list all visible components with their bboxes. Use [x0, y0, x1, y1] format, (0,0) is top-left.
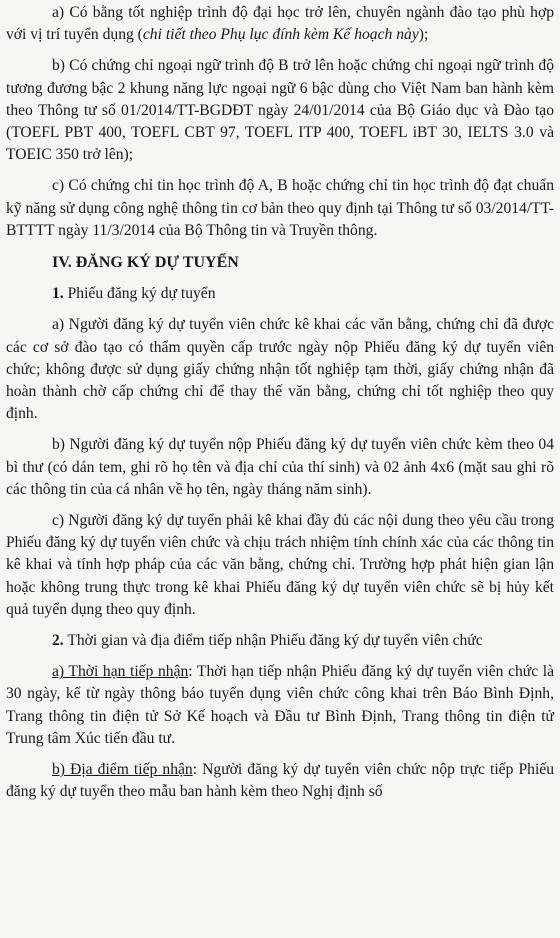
- subsection-heading-2: [6, 630, 554, 652]
- appendix-reference: chi tiết theo Phụ lục đính kèm Kế hoạch này: [142, 26, 419, 44]
- paragraph-2b: [6, 759, 554, 803]
- paragraph-a-degree: [6, 2, 554, 46]
- subsection-heading-1: [6, 283, 554, 305]
- paragraph-label: b) Địa điểm tiếp nhận: [52, 761, 193, 779]
- paragraph-text: );: [418, 26, 429, 44]
- paragraph-text: : Thời hạn tiếp nhận Phiếu đăng ký dự tuyển viên chức là 30 ngày, kể từ ngày thông báo tuyển dụng viên chức công khai trên Báo Bình Định, Trang thông tin điện tử Sở Kế hoạch và Đầu tư Bình Định, Trang thông tin điện tử Trung tâm Xúc tiến đầu tư.: [6, 663, 554, 747]
- paragraph-label: a) Thời hạn tiếp nhận: [52, 663, 189, 681]
- subsection-title: Phiếu đăng ký dự tuyển: [67, 285, 216, 303]
- paragraph-text: : Người đăng ký dự tuyển viên chức nộp trực tiếp Phiếu đăng ký dự tuyển theo mẫu ban hành kèm theo Nghị định số: [6, 761, 554, 801]
- paragraph-2a: [6, 661, 554, 750]
- paragraph-1b: b) Người đăng ký dự tuyển nộp Phiếu đăng ký dự tuyển viên chức kèm theo 04 bì thư (có dán tem, ghi rõ họ tên và địa chỉ của thí sinh) và 02 ảnh 4x6 (mặt sau ghi rõ các thông tin của cá nhân về họ tên, ngày tháng năm sinh).: [6, 436, 554, 498]
- subsection-title: Thời gian và địa điểm tiếp nhận Phiếu đăng ký dự tuyển viên chức: [67, 632, 483, 650]
- paragraph-b-language-certificate: b) Có chứng chỉ ngoại ngữ trình độ B trở lên hoặc chứng chỉ ngoại ngữ trình độ tương đương bậc 2 khung năng lực ngoại ngữ 6 bậc dùng cho Việt Nam ban hành kèm theo Thông tư số 01/2014/TT-BGDĐT ngày 24/01/2014 của Bộ Giáo dục và Đào tạo (TOEFL PBT 400, TOEFL CBT 97, TOEFL ITP 400, TOEFL iBT 30, IELTS 3.0 và TOEIC 350 trở lên);: [6, 57, 554, 164]
- paragraph-1c: c) Người đăng ký dự tuyển phải kê khai đầy đủ các nội dung theo yêu cầu trong Phiếu đăng ký dự tuyển viên chức và chịu trách nhiệm tính chính xác của các thông tin kê khai và tính hợp pháp của các văn bằng, chứng chỉ. Trường hợp phát hiện gian lận hoặc không trung thực trong kê khai Phiếu đăng ký dự tuyển viên chức sẽ bị hủy kết quả tuyển dụng theo quy định.: [6, 512, 554, 618]
- subsection-number: 1.: [52, 285, 64, 303]
- subsection-number: 2.: [52, 632, 64, 650]
- paragraph-c-it-certificate: c) Có chứng chỉ tin học trình độ A, B hoặc chứng chỉ tin học trình độ đạt chuẩn kỹ năng sử dụng công nghệ thông tin cơ bản theo quy định tại Thông tư số 03/2014/TT-BTTTT ngày 11/3/2014 của Bộ Thông tin và Truyền thông.: [6, 177, 554, 239]
- section-heading-iv: IV. ĐĂNG KÝ DỰ TUYỂN: [52, 254, 239, 272]
- paragraph-1a: a) Người đăng ký dự tuyển viên chức kê khai các văn bằng, chứng chỉ đã được các cơ sở đào tạo có thẩm quyền cấp trước ngày nộp Phiếu đăng ký dự tuyển viên chức; không được sử dụng giấy chứng nhận tốt nghiệp tạm thời, giấy chứng nhận đã hoàn thành chờ cấp chứng chỉ để thay thế văn bằng, chứng chỉ tốt nghiệp theo quy định.: [6, 316, 554, 423]
- paragraph-text: a) Có bằng tốt nghiệp trình độ đại học trở lên, chuyên ngành đào tạo phù hợp với vị trí tuyển dụng (: [6, 4, 554, 44]
